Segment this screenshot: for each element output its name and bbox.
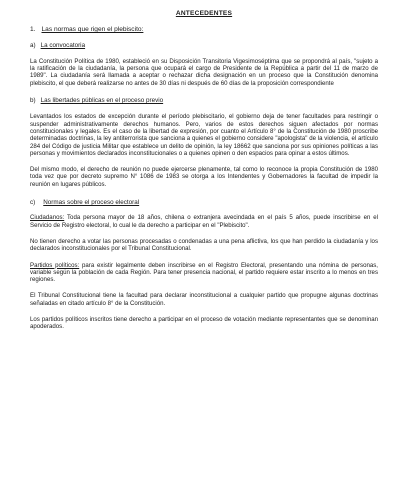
partidos-label: Partidos políticos: xyxy=(30,261,80,269)
partidos-text: para existir legalmente deben inscribirse en el Registro Electoral, presentando una nómina de personas, variable según la población de cada Región. Para tener presencia nacional, el partido requiere estar inscrito a lo menos en tres regiones. xyxy=(30,261,378,284)
section-a-paragraph: La Constitución Política de 1980, estableció en su Disposición Transitoria Vigesimoséptima que se propondrá al país, "sujeto a la ratificación de la ciudadanía, la persona que ocupará el cargo de Presidente de la República a partir del 11 de marzo de 1989". La ciudadanía será llamada a aceptar o rechazar dicha designación en un proceso que la Constitución denomina plebiscito, el que deberá realizarse no antes de 30 días ni después de 60 días de la proposición correspondiente xyxy=(30,57,378,87)
ciudadanos-label: Ciudadanos: xyxy=(30,214,65,222)
section-c-title: Normas sobre el proceso electoral xyxy=(43,199,140,207)
section-b-paragraph-2: Del mismo modo, el derecho de reunión no puede ejercerse plenamente, tal como lo reconoce la propia Constitución de 1980 toda vez que por decreto supremo N° 1086 de 1983 se otorga a los Intendentes y Gobernadores la facultad de impedir la reunión en lugares públicos. xyxy=(30,166,378,188)
section-b-title: Las libertades públicas en el proceso previo xyxy=(40,97,164,105)
document-title: ANTECEDENTES xyxy=(175,10,233,17)
ciudadanos-paragraph xyxy=(30,214,378,229)
tribunal-paragraph: El Tribunal Constitucional tiene la facultad para declarar inconstitucional a cualquier partido que propugne algunas doctrinas señaladas en citado artículo 8° de la Constitución. xyxy=(30,292,378,307)
section-b-heading xyxy=(30,97,378,104)
no-derecho-paragraph: No tienen derecho a votar las personas procesadas o condenadas a una pena aflictiva, los que han perdido la ciudadanía y los declarados inconstitucionales por el Tribunal Constitucional. xyxy=(30,237,378,253)
section-1-heading xyxy=(30,26,378,33)
section-b-letter: b) xyxy=(30,97,36,105)
section-1-title: Las normas que rigen el plebiscito: xyxy=(41,26,144,34)
apoderados-paragraph: Los partidos políticos inscritos tiene derecho a participar en el proceso de votación mediante representantes que se denominan apoderados. xyxy=(30,316,378,331)
section-a-letter: a) xyxy=(30,41,36,49)
section-b-paragraph-1: Levantados los estados de excepción durante el período plebiscitario, el gobierno deja de tener facultades para restringir o suspender administrativamente derechos humanos. Pero, varios de estos derechos siguen afectados por normas constitucionales y legales. Es el caso de la libertad de expresión, por cuanto el Artículo 8° de la Constitución de 1980 proscribe determinadas doctrinas, la ley antiterrorista que sanciona a quienes el gobierno considere "apologista" de la violencia, el artículo 284 del Código de justicia Militar que establece un delito de opinión, la ley 18662 que sanciona por sus opiniones políticas a las personas y movimientos declarados inconstitucionales o a quienes opinen o den espacios para opinar a estos últimos. xyxy=(30,113,378,157)
section-a-heading xyxy=(30,42,378,49)
ciudadanos-text: Toda persona mayor de 18 años, chilena o extranjera avecindada en el país 5 años, puede inscribirse en el Servicio de Registro electoral, lo cual le da derecho a participar en el "Plebiscito". xyxy=(30,214,378,229)
partidos-paragraph xyxy=(30,262,378,284)
section-1-number: 1. xyxy=(30,26,36,34)
section-c-heading xyxy=(30,199,378,206)
section-c-letter: c) xyxy=(30,199,36,207)
section-a-title: La convocatoria xyxy=(40,41,86,49)
